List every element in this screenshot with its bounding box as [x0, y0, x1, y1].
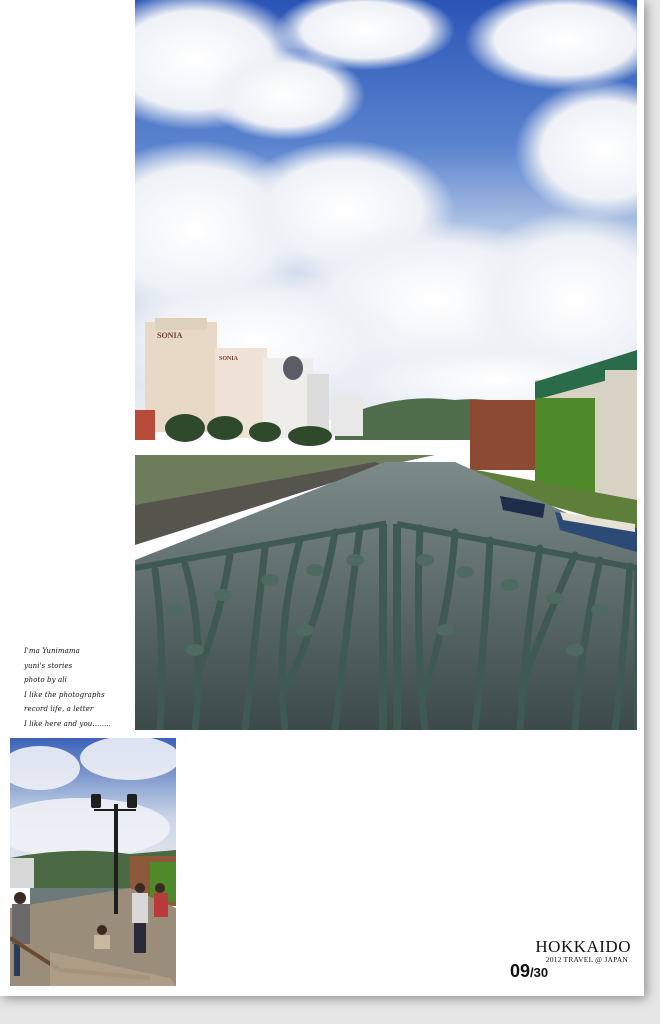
page-subtitle: 2012 TRAVEL @ JAPAN: [545, 955, 628, 964]
svg-text:SONIA: SONIA: [157, 331, 183, 340]
canal-scene: [135, 0, 637, 730]
main-photo-otaru-canal: [135, 0, 637, 730]
caption-line: record life, a letter: [24, 705, 94, 713]
walkway-scene: [10, 738, 176, 986]
caption-line: photo by ali: [24, 676, 67, 684]
page-number-current: 09: [510, 961, 531, 981]
svg-text:SONIA: SONIA: [219, 356, 239, 362]
title-block: [507, 937, 631, 964]
caption-line: I'ma Yunimama: [24, 647, 80, 655]
caption-line: yuni's stories: [24, 661, 73, 670]
page-number-total: /30: [530, 965, 549, 980]
caption-line: I like here and you........: [24, 719, 112, 728]
page-title: HOKKAIDO: [535, 937, 631, 956]
page-number: [510, 961, 548, 982]
secondary-photo-canal-walkway: [10, 738, 176, 986]
caption-text: [24, 644, 134, 731]
caption-line: I like the photographs: [24, 690, 105, 699]
